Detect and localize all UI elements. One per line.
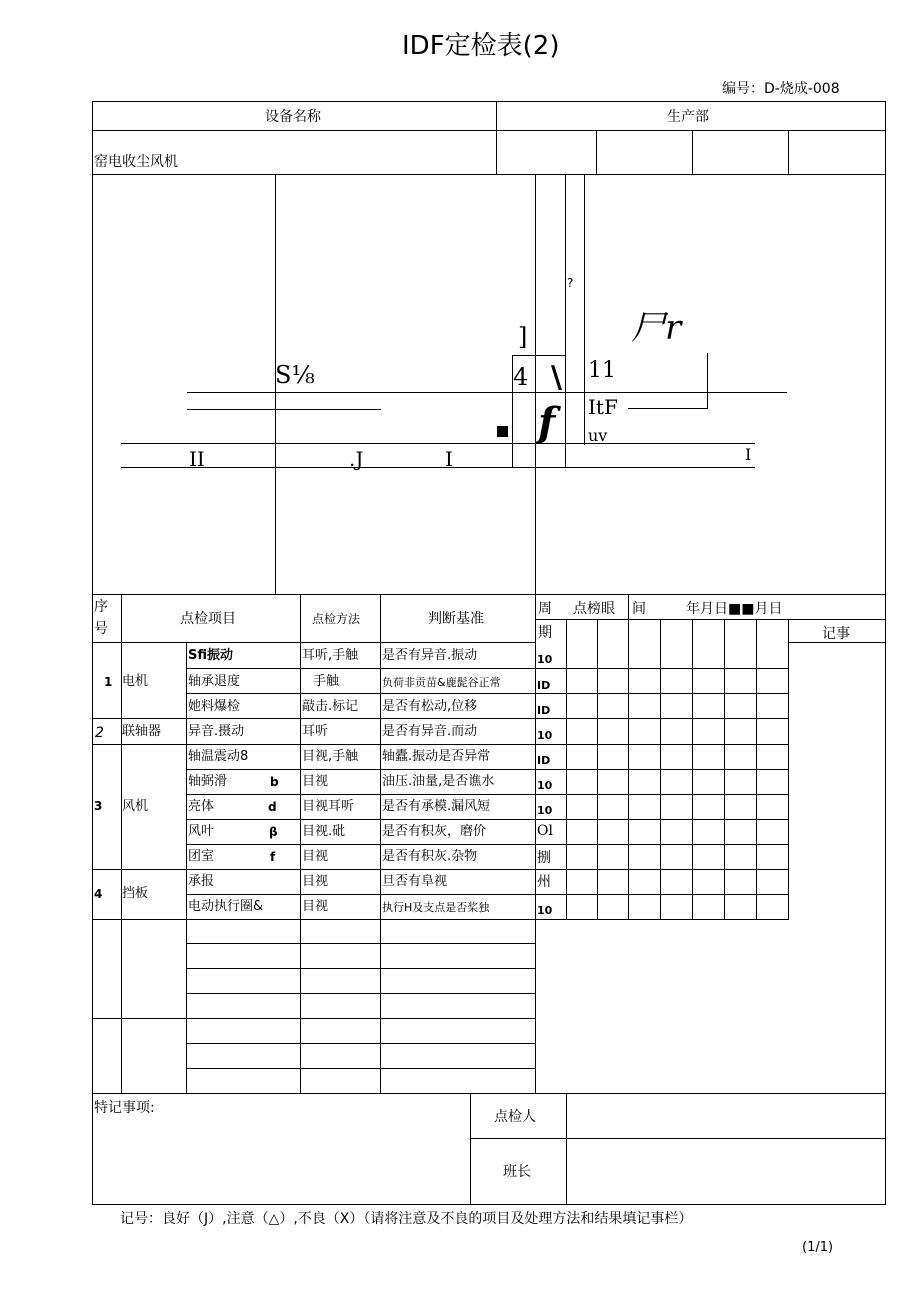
- row-item: 异音.摄动: [188, 724, 245, 739]
- row-cycle: 捌: [537, 850, 551, 866]
- row-item: 轴温震动8: [188, 749, 249, 764]
- label-11: 11: [588, 358, 616, 383]
- row-item: 轴承退度: [188, 674, 241, 689]
- label-4: 4: [513, 363, 529, 391]
- row-cycle: 10: [537, 804, 553, 817]
- row-method: 目视耳听: [302, 799, 355, 814]
- row-item: 承报: [188, 874, 215, 889]
- col-cycle-b: 期: [538, 625, 552, 641]
- row-item: 团室: [188, 849, 215, 864]
- group-name: 挡板: [122, 886, 149, 901]
- label-i-right: I: [745, 445, 752, 464]
- remarks-label: 特记事项:: [94, 1100, 155, 1116]
- row-cycle: 10: [537, 904, 553, 917]
- row-cycle: ID: [537, 704, 551, 717]
- row-method: 目视: [302, 899, 329, 914]
- diagram-area: [93, 175, 885, 594]
- label-q: ?: [567, 276, 574, 290]
- row-criteria: 是否有异音.振动: [382, 648, 478, 663]
- label-bracket: ]: [518, 323, 528, 351]
- group-no: 4: [94, 887, 103, 901]
- row-criteria: 是否有异音.而动: [382, 724, 478, 739]
- label-s18: S⅛: [275, 361, 315, 389]
- filled-square: [497, 426, 508, 437]
- inspector-label: 点检人: [494, 1109, 536, 1125]
- legend: 记号：良好（J）,注意（△）,不良（X）（请将注意及不良的项目及处理方法和结果填记事栏）: [120, 1211, 693, 1227]
- row-method: 敲击.标记: [302, 699, 359, 714]
- row-criteria: 负荷非贡苗&鹿髭谷正常: [382, 676, 501, 689]
- doc-number: 编号：D-烧成-008: [722, 81, 840, 97]
- label-ii: II: [189, 447, 205, 471]
- col-notes: 记事: [822, 626, 850, 642]
- row-cycle: Ol: [537, 823, 553, 839]
- row-criteria: 是否有积灰.杂物: [382, 849, 478, 864]
- col-dates: 点榜眼: [573, 601, 615, 617]
- row-item: Sfi振动: [188, 648, 233, 663]
- group-name: 联轴器: [122, 724, 162, 739]
- label-stroke: \: [551, 360, 562, 395]
- group-name: 风机: [122, 799, 149, 814]
- page-title: IDF定检表(2): [402, 31, 560, 61]
- col-period: 间: [632, 601, 646, 617]
- row-method: 耳听: [302, 724, 329, 739]
- col-method: 点检方法: [312, 612, 361, 626]
- row-criteria: 是否有承模.漏风短: [382, 799, 491, 814]
- row-criteria: 是否有积灰，磨价: [382, 824, 487, 839]
- row-method: 耳听,手触: [302, 648, 359, 663]
- row-method: 目视,手触: [302, 749, 359, 764]
- row-code: β: [269, 825, 278, 839]
- equipment-name-label: 设备名称: [265, 109, 321, 125]
- row-criteria: 轴蠹.振动是否异常: [382, 749, 491, 764]
- col-item: 点检项目: [180, 611, 236, 627]
- row-method: 手触: [313, 674, 340, 689]
- col-date-range: 年月日■■月日: [686, 601, 783, 617]
- row-code: b: [270, 775, 279, 789]
- label-f: f: [538, 399, 556, 446]
- department: 生产部: [667, 109, 709, 125]
- row-item: 亮体: [188, 799, 215, 814]
- col-no-a: 序: [94, 599, 108, 615]
- row-cycle: 10: [537, 729, 553, 742]
- leader-label: 班长: [503, 1164, 531, 1180]
- row-criteria: 是否有松动,位移: [382, 699, 478, 714]
- row-item: 轴弼滑: [188, 774, 228, 789]
- group-no: 3: [94, 799, 103, 813]
- label-pr: 尸r: [631, 308, 682, 348]
- row-criteria: 油压.油量,是否谯水: [382, 774, 495, 789]
- row-method: 目视: [302, 774, 329, 789]
- row-method: 目视: [302, 849, 329, 864]
- group-no: 2: [95, 725, 104, 741]
- group-name: 电机: [122, 674, 149, 689]
- row-method: 目视: [302, 874, 329, 889]
- equipment-name: 窑电收尘风机: [94, 154, 178, 170]
- row-code: d: [268, 800, 277, 814]
- col-cycle-a: 周: [538, 601, 552, 617]
- row-criteria: 旦否有阜视: [382, 874, 448, 889]
- col-no-b: 号: [94, 621, 108, 637]
- row-cycle: 州: [537, 874, 551, 890]
- row-method: 目视.砒: [302, 824, 346, 839]
- row-cycle: 10: [537, 779, 553, 792]
- row-item: 电动执行圈&: [188, 899, 264, 914]
- row-cycle: ID: [537, 754, 551, 767]
- label-itf: ItF: [588, 395, 618, 419]
- label-bar: I: [445, 447, 453, 471]
- row-criteria: 执行H及支点是否桨独: [382, 901, 490, 914]
- row-cycle: 10: [537, 653, 553, 666]
- col-criteria: 判断基准: [428, 611, 484, 627]
- row-cycle: ID: [537, 679, 551, 692]
- page-number: (1/1): [802, 1240, 834, 1255]
- row-item: 她料爆检: [188, 699, 241, 714]
- label-uv: uv: [588, 426, 608, 445]
- row-item: 风叶: [188, 824, 215, 839]
- label-j: .J: [349, 447, 364, 471]
- row-code: f: [270, 850, 276, 864]
- group-no: 1: [104, 675, 113, 689]
